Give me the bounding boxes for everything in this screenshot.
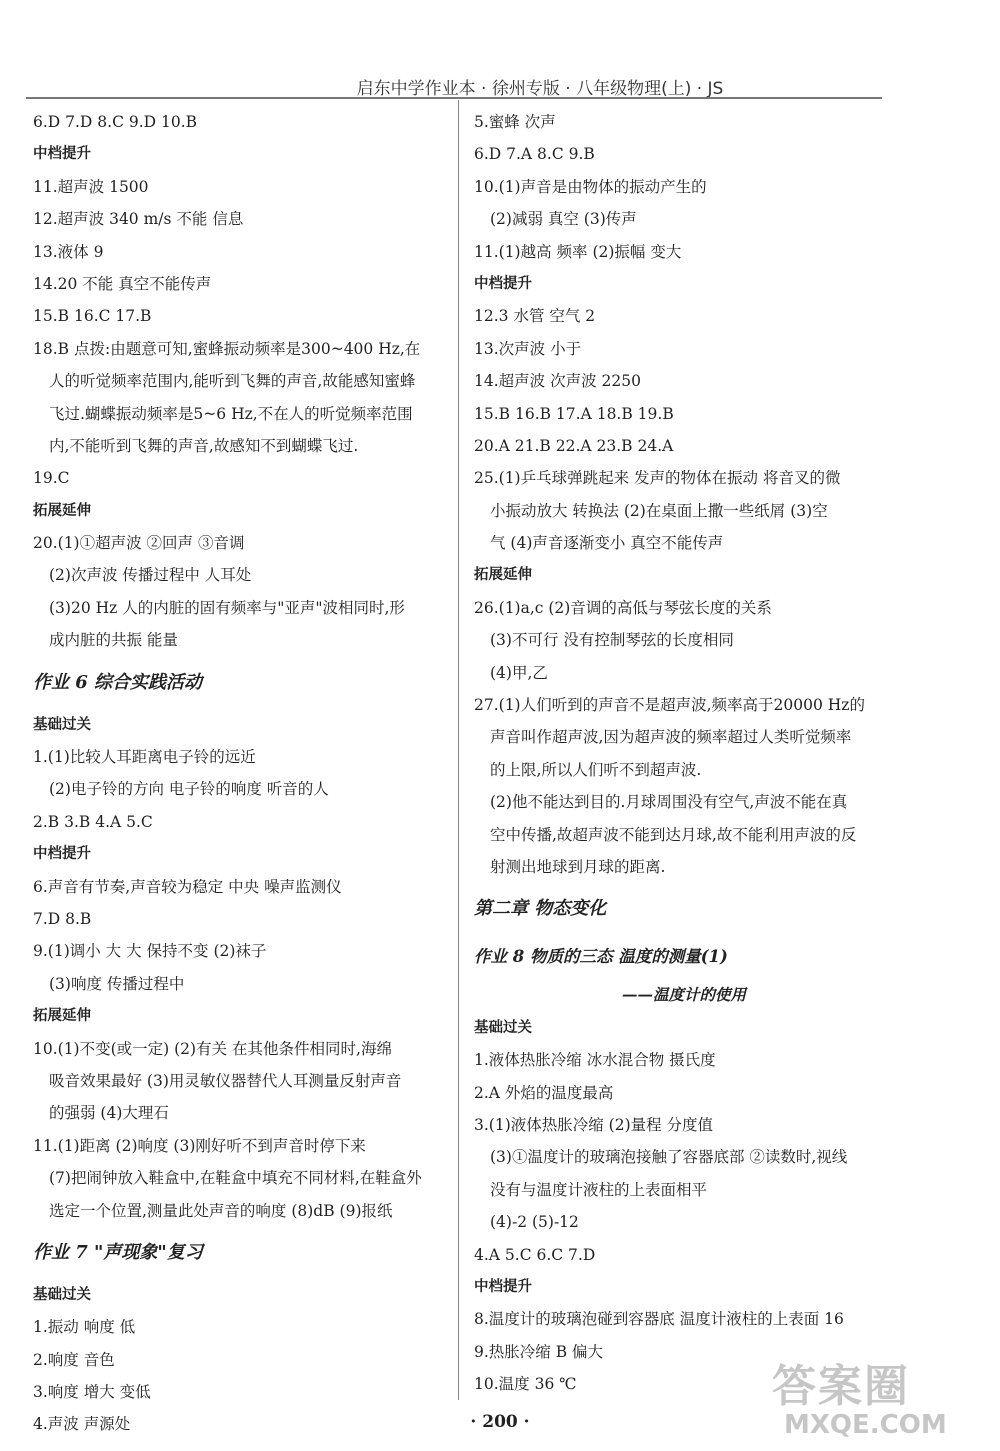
answer-line: 25.(1)乒乓球弹跳起来 发声的物体在振动 将音叉的微 — [474, 469, 841, 488]
running-header: 启东中学作业本 · 徐州专版 · 八年级物理(上) · JS — [356, 79, 724, 99]
answer-line: 小振动放大 转换法 (2)在桌面上撒一些纸屑 (3)空 — [490, 501, 828, 520]
answer-line: 的强弱 (4)大理石 — [49, 1104, 169, 1123]
header-rule — [26, 97, 882, 99]
watermark-text: 答案圈 — [772, 1361, 910, 1412]
answer-line: 26.(1)a,c (2)音调的高低与琴弦长度的关系 — [474, 598, 772, 617]
answer-line: 的上限,所以人们听不到超声波. — [490, 760, 702, 779]
answer-line: 14.超声波 次声波 2250 — [474, 372, 641, 391]
answer-line: 11.(1)距离 (2)响度 (3)刚好听不到声音时停下来 — [33, 1136, 366, 1155]
answer-line: (4)-2 (5)-12 — [490, 1213, 579, 1232]
answer-line: 1.(1)比较人耳距离电子铃的远近 — [33, 748, 256, 767]
answer-line: (2)电子铃的方向 电子铃的响度 听音的人 — [49, 780, 329, 799]
answer-line: 6.D 7.D 8.C 9.D 10.B — [33, 113, 198, 131]
answer-line: (3)20 Hz 人的内脏的固有频率与"亚声"波相同时,形 — [49, 598, 405, 617]
assignment-title: 作业 8 物质的三态 温度的测量(1) — [474, 947, 728, 967]
section-heading: 中档提升 — [474, 1278, 532, 1295]
answer-line: 3.(1)液体热胀冷缩 (2)量程 分度值 — [474, 1115, 714, 1134]
answer-line: 9.热胀冷缩 B 偏大 — [474, 1342, 604, 1361]
assignment-subtitle: ——温度计的使用 — [621, 985, 746, 1005]
answer-line: 1.液体热胀冷缩 冰水混合物 摄氏度 — [474, 1051, 716, 1070]
answer-line: (2)他不能达到目的.月球周围没有空气,声波不能在真 — [490, 793, 848, 812]
answer-line: 吸音效果最好 (3)用灵敏仪器替代人耳测量反射声音 — [49, 1071, 402, 1090]
answer-line: 14.20 不能 真空不能传声 — [33, 274, 212, 293]
answer-line: 12.超声波 340 m/s 不能 信息 — [33, 210, 244, 229]
answer-line: (2)减弱 真空 (3)传声 — [490, 210, 637, 229]
answer-line: 11.超声波 1500 — [33, 177, 149, 196]
answer-line: (4)甲,乙 — [490, 663, 548, 682]
answer-line: 1.振动 响度 低 — [33, 1318, 136, 1337]
answer-line: 7.D 8.B — [33, 909, 92, 928]
answer-line: (3)响度 传播过程中 — [49, 974, 185, 993]
section-heading: 拓展延伸 — [474, 567, 532, 584]
right-column — [474, 106, 894, 1400]
watermark-url: MXQE.COM — [784, 1410, 947, 1440]
answer-line: 18.B 点拨:由题意可知,蜜蜂振动频率是300~400 Hz,在 — [33, 339, 421, 358]
answer-line: (3)不可行 没有控制琴弦的长度相同 — [490, 631, 734, 650]
answer-line: 19.C — [33, 469, 70, 488]
answer-line: (2)次声波 传播过程中 人耳处 — [49, 566, 252, 585]
answer-line: 11.(1)越高 频率 (2)振幅 变大 — [474, 242, 682, 261]
section-heading: 基础过关 — [474, 1019, 532, 1036]
answer-line: 选定一个位置,测量此处声音的响度 (8)dB (9)报纸 — [49, 1201, 393, 1220]
answer-line: 气 (4)声音逐渐变小 真空不能传声 — [490, 534, 724, 553]
answer-line: 没有与温度计液柱的上表面相平 — [490, 1180, 708, 1199]
assignment-title: 作业 6 综合实践活动 — [33, 671, 203, 693]
answer-line: 5.蜜蜂 次声 — [474, 113, 556, 131]
answer-line: 13.次声波 小于 — [474, 339, 582, 358]
answer-line: 6.声音有节奏,声音较为稳定 中央 噪声监测仪 — [33, 877, 342, 896]
section-heading: 中档提升 — [33, 146, 91, 163]
assignment-title: 作业 7 "声现象"复习 — [33, 1241, 203, 1263]
answer-line: 声音叫作超声波,因为超声波的频率超过人类听觉频率 — [490, 728, 852, 747]
answer-line: 人的听觉频率范围内,能听到飞舞的声音,故能感知蜜蜂 — [49, 372, 416, 391]
answer-line: 10.(1)不变(或一定) (2)有关 在其他条件相同时,海绵 — [33, 1039, 392, 1058]
answer-line: 6.D 7.A 8.C 9.B — [474, 145, 595, 164]
section-heading: 中档提升 — [474, 275, 532, 292]
answer-line: 4.声波 声源处 — [33, 1415, 131, 1434]
section-heading: 拓展延伸 — [33, 1008, 91, 1025]
answer-line: 10.温度 36 ℃ — [474, 1375, 577, 1394]
watermark-logo — [772, 1362, 997, 1448]
section-heading: 基础过关 — [33, 716, 91, 733]
answer-line: 4.A 5.C 6.C 7.D — [474, 1245, 596, 1264]
column-divider — [458, 100, 459, 1400]
chapter-title: 第二章 物态变化 — [474, 898, 607, 920]
answer-line: 飞过.蝴蝶振动频率是5~6 Hz,不在人的听觉频率范围 — [49, 404, 413, 423]
answer-line: 20.(1)①超声波 ②回声 ③音调 — [33, 534, 245, 553]
answer-line: 成内脏的共振 能量 — [49, 631, 178, 650]
answer-line: 8.温度计的玻璃泡碰到容器底 温度计液柱的上表面 16 — [474, 1310, 844, 1329]
answer-line: (7)把闹钟放入鞋盒中,在鞋盒中填充不同材料,在鞋盒外 — [49, 1169, 422, 1188]
answer-line: 15.B 16.B 17.A 18.B 19.B — [474, 404, 674, 423]
section-heading: 中档提升 — [33, 846, 91, 863]
answer-line: 2.B 3.B 4.A 5.C — [33, 812, 153, 831]
answer-line: 12.3 水管 空气 2 — [474, 307, 596, 326]
answer-line: 2.A 外焰的温度最高 — [474, 1083, 614, 1102]
left-column — [33, 106, 453, 1441]
answer-line: 3.响度 增大 变低 — [33, 1383, 151, 1402]
answer-line: 27.(1)人们听到的声音不是超声波,频率高于20000 Hz的 — [474, 696, 865, 715]
section-heading: 基础过关 — [33, 1286, 91, 1303]
section-heading: 拓展延伸 — [33, 502, 91, 519]
answer-line: 9.(1)调小 大 大 保持不变 (2)袜子 — [33, 942, 267, 961]
answer-line: 15.B 16.C 17.B — [33, 307, 152, 326]
answer-line: 射测出地球到月球的距离. — [490, 857, 666, 876]
page-number: · 200 · — [470, 1412, 530, 1432]
answer-line: 空中传播,故超声波不能到达月球,故不能利用声波的反 — [490, 825, 857, 844]
answer-line: (3)①温度计的玻璃泡接触了容器底部 ②读数时,视线 — [490, 1148, 848, 1167]
answer-line: 内,不能听到飞舞的声音,故感知不到蝴蝶飞过. — [49, 436, 359, 455]
answer-line: 2.响度 音色 — [33, 1350, 115, 1369]
answer-line: 10.(1)声音是由物体的振动产生的 — [474, 177, 707, 196]
answer-line: 13.液体 9 — [33, 242, 104, 261]
answer-line: 20.A 21.B 22.A 23.B 24.A — [474, 436, 674, 455]
